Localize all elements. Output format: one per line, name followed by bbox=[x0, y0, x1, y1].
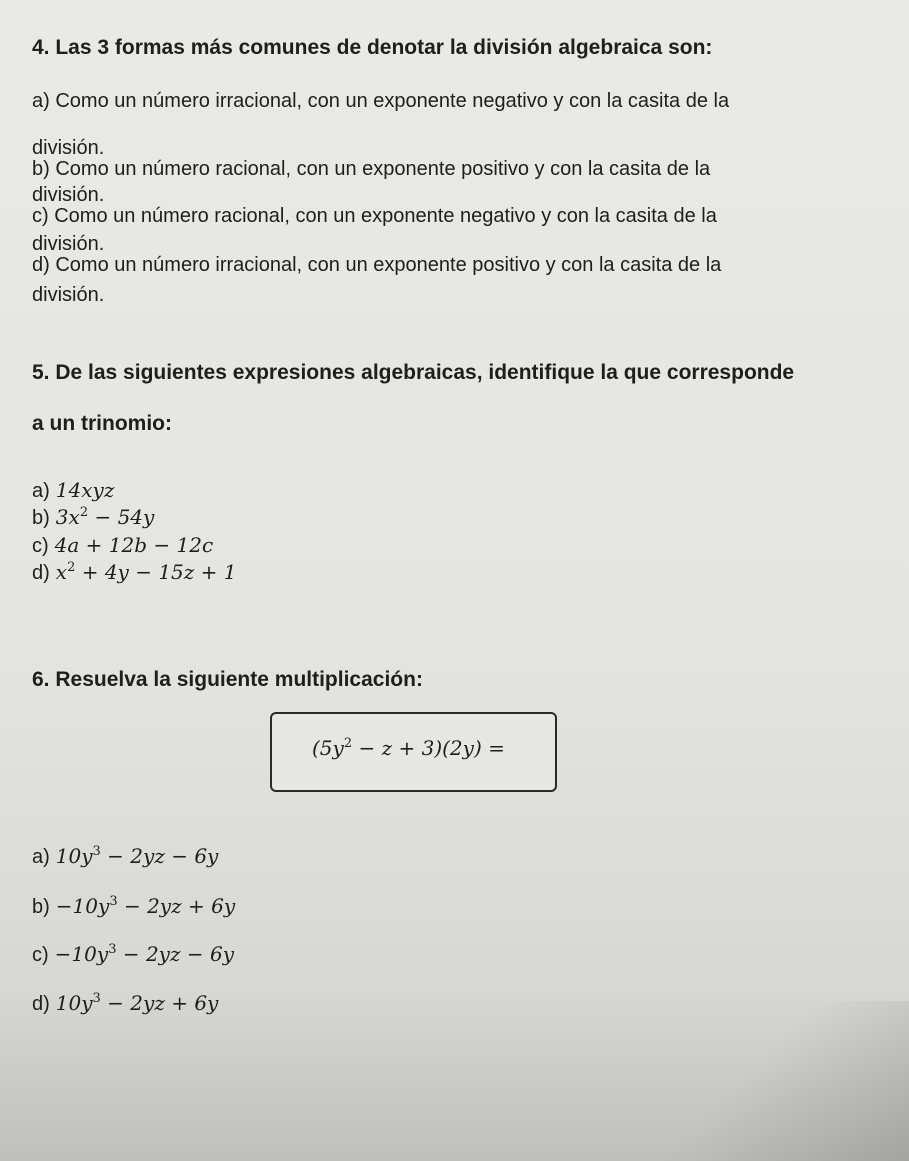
expression-exponent: 2 bbox=[343, 736, 353, 751]
option-label: b) bbox=[32, 896, 50, 918]
option-expression: 4a + 12b − 12c bbox=[54, 533, 214, 557]
option-expression-base: 3x bbox=[55, 505, 80, 529]
option-expression-base: 10y bbox=[55, 844, 93, 868]
option-expression-rest: − 2yz − 6y bbox=[116, 942, 234, 966]
option-label: b) bbox=[32, 507, 50, 529]
option-label: c) bbox=[32, 535, 49, 557]
question-6-option-b bbox=[32, 894, 235, 919]
multiplication-expression bbox=[312, 736, 505, 760]
expression-pre: (5y bbox=[312, 736, 344, 760]
question-5-option-d bbox=[32, 560, 237, 585]
option-label: a) bbox=[32, 480, 50, 502]
multiplication-expression-box bbox=[270, 712, 557, 792]
option-expression-rest: − 54y bbox=[88, 505, 155, 529]
option-expression-rest: − 2yz − 6y bbox=[100, 844, 219, 868]
question-4-option-c-cont: división. bbox=[32, 233, 105, 255]
option-label: d) bbox=[32, 993, 50, 1015]
option-expression: 14xyz bbox=[55, 478, 115, 502]
option-expression-base: −10y bbox=[54, 942, 109, 966]
option-exponent: 3 bbox=[108, 942, 117, 957]
question-4-option-b: b) Como un número racional, con un exponente positivo y con la casita de la bbox=[32, 158, 711, 180]
question-4-option-d: d) Como un número irracional, con un exponente positivo y con la casita de la bbox=[32, 254, 722, 276]
question-6-option-d bbox=[32, 991, 218, 1016]
question-4-title: 4. Las 3 formas más comunes de denotar la división algebraica son: bbox=[32, 36, 713, 59]
question-5-option-b bbox=[32, 505, 154, 530]
option-expression-rest: + 4y − 15z + 1 bbox=[75, 560, 237, 584]
question-5-option-c bbox=[32, 533, 213, 558]
question-5-title: 5. De las siguientes expresiones algebraicas, identifique la que corresponde bbox=[32, 361, 795, 384]
option-expression-base: −10y bbox=[55, 894, 110, 918]
question-4-option-d-cont: división. bbox=[32, 284, 105, 306]
option-exponent: 2 bbox=[79, 505, 89, 520]
option-label: c) bbox=[32, 944, 49, 966]
option-exponent: 3 bbox=[109, 894, 118, 909]
option-expression-base: x bbox=[55, 560, 68, 584]
question-6-option-a bbox=[32, 844, 218, 869]
question-6-title: 6. Resuelva la siguiente multiplicación: bbox=[32, 668, 423, 691]
option-label: d) bbox=[32, 562, 50, 584]
question-4-option-a-cont: división. bbox=[32, 137, 105, 159]
option-exponent: 3 bbox=[92, 844, 101, 859]
question-4-option-a: a) Como un número irracional, con un exponente negativo y con la casita de la bbox=[32, 90, 730, 112]
option-exponent: 3 bbox=[92, 991, 101, 1006]
option-expression-rest: − 2yz + 6y bbox=[117, 894, 236, 918]
question-4-option-b-cont: división. bbox=[32, 184, 105, 206]
option-label: a) bbox=[32, 846, 50, 868]
option-expression-rest: − 2yz + 6y bbox=[100, 991, 219, 1015]
question-5-title-cont: a un trinomio: bbox=[32, 412, 172, 435]
expression-post: − z + 3)(2y) = bbox=[352, 736, 505, 760]
question-6-option-c bbox=[32, 942, 234, 967]
question-5-option-a bbox=[32, 478, 114, 503]
option-expression-base: 10y bbox=[55, 991, 93, 1015]
option-exponent: 2 bbox=[67, 560, 76, 575]
page-shadow bbox=[649, 1001, 909, 1161]
question-4-option-c: c) Como un número racional, con un exponente negativo y con la casita de la bbox=[32, 205, 717, 227]
